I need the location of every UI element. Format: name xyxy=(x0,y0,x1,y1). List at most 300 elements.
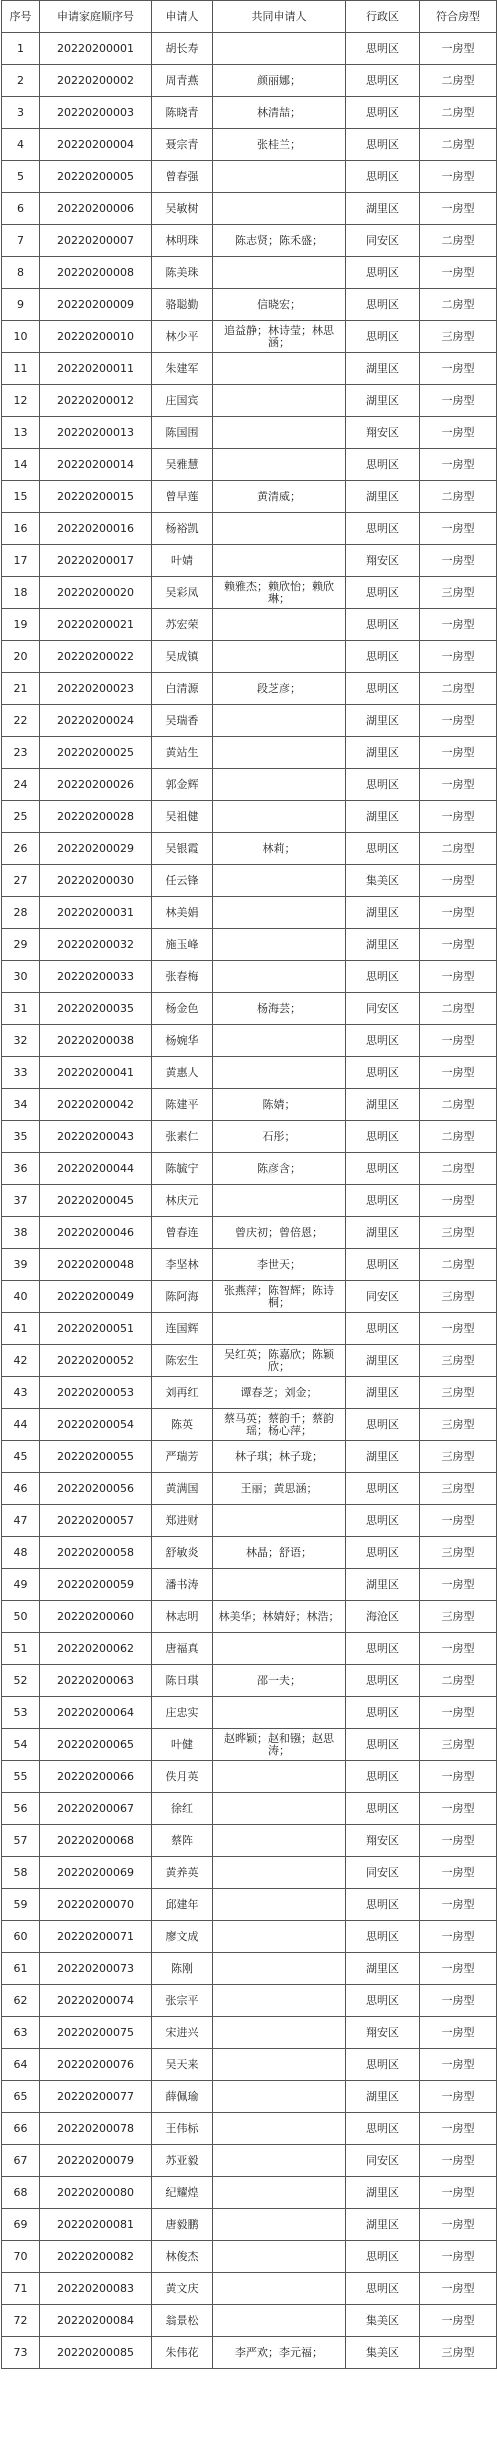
cell-co-applicants xyxy=(213,961,346,993)
cell-co-applicants: 杨海芸； xyxy=(213,993,346,1025)
cell-house-type: 三房型 xyxy=(420,1729,497,1761)
cell-family-order: 20220200069 xyxy=(40,1857,152,1889)
cell-house-type: 二房型 xyxy=(420,1121,497,1153)
cell-family-order: 20220200041 xyxy=(40,1057,152,1089)
cell-family-order: 20220200065 xyxy=(40,1729,152,1761)
cell-seq: 51 xyxy=(2,1633,40,1665)
cell-house-type: 一房型 xyxy=(420,1793,497,1825)
cell-seq: 65 xyxy=(2,2081,40,2113)
cell-applicant: 陈晓青 xyxy=(152,97,213,129)
cell-district: 集美区 xyxy=(346,2305,420,2337)
cell-district: 湖里区 xyxy=(346,1377,420,1409)
cell-family-order: 20220200001 xyxy=(40,33,152,65)
header-co-applicants: 共同申请人 xyxy=(213,1,346,33)
cell-applicant: 黄惠人 xyxy=(152,1057,213,1089)
cell-co-applicants xyxy=(213,1761,346,1793)
cell-house-type: 一房型 xyxy=(420,801,497,833)
cell-family-order: 20220200032 xyxy=(40,929,152,961)
cell-seq: 45 xyxy=(2,1441,40,1473)
cell-seq: 9 xyxy=(2,289,40,321)
cell-applicant: 舒敏炎 xyxy=(152,1537,213,1569)
table-row xyxy=(2,1025,497,1057)
cell-district: 思明区 xyxy=(346,641,420,673)
cell-house-type: 二房型 xyxy=(420,481,497,513)
cell-co-applicants xyxy=(213,257,346,289)
cell-family-order: 20220200002 xyxy=(40,65,152,97)
cell-family-order: 20220200058 xyxy=(40,1537,152,1569)
cell-house-type: 一房型 xyxy=(420,2145,497,2177)
cell-house-type: 一房型 xyxy=(420,2177,497,2209)
cell-co-applicants: 赵晔颖；赵和镪；赵思涛； xyxy=(213,1729,346,1761)
cell-family-order: 20220200014 xyxy=(40,449,152,481)
cell-district: 思明区 xyxy=(346,1633,420,1665)
cell-seq: 72 xyxy=(2,2305,40,2337)
cell-applicant: 宋进兴 xyxy=(152,2017,213,2049)
cell-house-type: 一房型 xyxy=(420,1889,497,1921)
cell-co-applicants: 张桂兰； xyxy=(213,129,346,161)
table-row xyxy=(2,1921,497,1953)
table-row xyxy=(2,993,497,1025)
table-row xyxy=(2,2273,497,2305)
cell-family-order: 20220200009 xyxy=(40,289,152,321)
cell-house-type: 三房型 xyxy=(420,1537,497,1569)
cell-seq: 46 xyxy=(2,1473,40,1505)
cell-seq: 27 xyxy=(2,865,40,897)
cell-seq: 64 xyxy=(2,2049,40,2081)
table-row xyxy=(2,2337,497,2369)
cell-house-type: 一房型 xyxy=(420,929,497,961)
cell-district: 集美区 xyxy=(346,865,420,897)
cell-house-type: 一房型 xyxy=(420,1313,497,1345)
cell-applicant: 陈英 xyxy=(152,1409,213,1441)
cell-house-type: 二房型 xyxy=(420,1665,497,1697)
cell-applicant: 吴成镇 xyxy=(152,641,213,673)
cell-applicant: 郭金辉 xyxy=(152,769,213,801)
cell-house-type: 一房型 xyxy=(420,353,497,385)
cell-family-order: 20220200074 xyxy=(40,1985,152,2017)
cell-applicant: 苏亚毅 xyxy=(152,2145,213,2177)
cell-house-type: 二房型 xyxy=(420,1249,497,1281)
table-row xyxy=(2,1569,497,1601)
cell-co-applicants xyxy=(213,1985,346,2017)
cell-seq: 62 xyxy=(2,1985,40,2017)
table-row xyxy=(2,833,497,865)
table-row xyxy=(2,961,497,993)
table-row xyxy=(2,193,497,225)
cell-district: 湖里区 xyxy=(346,801,420,833)
cell-seq: 50 xyxy=(2,1601,40,1633)
cell-district: 湖里区 xyxy=(346,1089,420,1121)
table-row xyxy=(2,2145,497,2177)
cell-applicant: 任云锋 xyxy=(152,865,213,897)
table-row xyxy=(2,481,497,513)
table-row xyxy=(2,513,497,545)
cell-co-applicants: 李世天； xyxy=(213,1249,346,1281)
table-row xyxy=(2,1793,497,1825)
cell-house-type: 一房型 xyxy=(420,1921,497,1953)
cell-applicant: 曾春强 xyxy=(152,161,213,193)
cell-family-order: 20220200059 xyxy=(40,1569,152,1601)
cell-applicant: 白清源 xyxy=(152,673,213,705)
cell-house-type: 三房型 xyxy=(420,321,497,353)
cell-co-applicants xyxy=(213,2273,346,2305)
table-row xyxy=(2,641,497,673)
cell-family-order: 20220200005 xyxy=(40,161,152,193)
cell-house-type: 二房型 xyxy=(420,97,497,129)
cell-house-type: 二房型 xyxy=(420,225,497,257)
table-row xyxy=(2,1409,497,1441)
table-row xyxy=(2,1729,497,1761)
cell-seq: 58 xyxy=(2,1857,40,1889)
cell-co-applicants: 邵一夫； xyxy=(213,1665,346,1697)
cell-family-order: 20220200048 xyxy=(40,1249,152,1281)
cell-house-type: 一房型 xyxy=(420,513,497,545)
cell-seq: 32 xyxy=(2,1025,40,1057)
cell-family-order: 20220200021 xyxy=(40,609,152,641)
cell-seq: 54 xyxy=(2,1729,40,1761)
table-row xyxy=(2,897,497,929)
cell-applicant: 黄养英 xyxy=(152,1857,213,1889)
cell-seq: 69 xyxy=(2,2209,40,2241)
table-body xyxy=(2,33,497,2369)
cell-district: 湖里区 xyxy=(346,1345,420,1377)
cell-co-applicants: 林清喆； xyxy=(213,97,346,129)
cell-family-order: 20220200071 xyxy=(40,1921,152,1953)
cell-applicant: 林明珠 xyxy=(152,225,213,257)
cell-district: 同安区 xyxy=(346,1857,420,1889)
cell-seq: 1 xyxy=(2,33,40,65)
cell-applicant: 曾早莲 xyxy=(152,481,213,513)
cell-district: 思明区 xyxy=(346,961,420,993)
cell-house-type: 三房型 xyxy=(420,1473,497,1505)
cell-district: 湖里区 xyxy=(346,737,420,769)
cell-applicant: 黄站生 xyxy=(152,737,213,769)
cell-house-type: 一房型 xyxy=(420,1825,497,1857)
cell-applicant: 吴祖健 xyxy=(152,801,213,833)
table-row xyxy=(2,609,497,641)
cell-co-applicants xyxy=(213,1697,346,1729)
cell-house-type: 二房型 xyxy=(420,673,497,705)
cell-district: 思明区 xyxy=(346,2273,420,2305)
cell-district: 翔安区 xyxy=(346,1825,420,1857)
cell-house-type: 一房型 xyxy=(420,1569,497,1601)
table-row xyxy=(2,1985,497,2017)
cell-co-applicants xyxy=(213,513,346,545)
cell-seq: 24 xyxy=(2,769,40,801)
cell-district: 思明区 xyxy=(346,1473,420,1505)
cell-co-applicants xyxy=(213,1505,346,1537)
cell-district: 思明区 xyxy=(346,769,420,801)
cell-district: 思明区 xyxy=(346,161,420,193)
cell-district: 翔安区 xyxy=(346,2017,420,2049)
cell-house-type: 一房型 xyxy=(420,2241,497,2273)
cell-district: 同安区 xyxy=(346,225,420,257)
table-row xyxy=(2,1185,497,1217)
cell-house-type: 二房型 xyxy=(420,993,497,1025)
cell-applicant: 邱建年 xyxy=(152,1889,213,1921)
cell-co-applicants: 林晶；舒语； xyxy=(213,1537,346,1569)
table-row xyxy=(2,1121,497,1153)
cell-family-order: 20220200012 xyxy=(40,385,152,417)
cell-house-type: 一房型 xyxy=(420,1025,497,1057)
cell-house-type: 一房型 xyxy=(420,737,497,769)
cell-family-order: 20220200064 xyxy=(40,1697,152,1729)
table-row xyxy=(2,161,497,193)
cell-applicant: 杨婉华 xyxy=(152,1025,213,1057)
table-row xyxy=(2,1537,497,1569)
cell-house-type: 二房型 xyxy=(420,1089,497,1121)
cell-family-order: 20220200075 xyxy=(40,2017,152,2049)
cell-co-applicants xyxy=(213,769,346,801)
cell-seq: 71 xyxy=(2,2273,40,2305)
cell-applicant: 蔡阵 xyxy=(152,1825,213,1857)
cell-co-applicants xyxy=(213,2177,346,2209)
cell-house-type: 一房型 xyxy=(420,1697,497,1729)
cell-co-applicants xyxy=(213,609,346,641)
table-row xyxy=(2,1665,497,1697)
cell-district: 同安区 xyxy=(346,1281,420,1313)
cell-seq: 6 xyxy=(2,193,40,225)
cell-family-order: 20220200085 xyxy=(40,2337,152,2369)
cell-family-order: 20220200025 xyxy=(40,737,152,769)
cell-seq: 55 xyxy=(2,1761,40,1793)
cell-house-type: 一房型 xyxy=(420,2113,497,2145)
cell-co-applicants xyxy=(213,2209,346,2241)
table-row xyxy=(2,1089,497,1121)
cell-family-order: 20220200067 xyxy=(40,1793,152,1825)
table-row xyxy=(2,2209,497,2241)
cell-family-order: 20220200044 xyxy=(40,1153,152,1185)
cell-seq: 66 xyxy=(2,2113,40,2145)
table-row xyxy=(2,2305,497,2337)
cell-district: 思明区 xyxy=(346,513,420,545)
cell-applicant: 唐福真 xyxy=(152,1633,213,1665)
table-row xyxy=(2,2177,497,2209)
cell-co-applicants: 陈彦含； xyxy=(213,1153,346,1185)
cell-family-order: 20220200070 xyxy=(40,1889,152,1921)
cell-house-type: 一房型 xyxy=(420,2209,497,2241)
cell-family-order: 20220200038 xyxy=(40,1025,152,1057)
cell-family-order: 20220200003 xyxy=(40,97,152,129)
table-row xyxy=(2,97,497,129)
header-district: 行政区 xyxy=(346,1,420,33)
cell-co-applicants xyxy=(213,1025,346,1057)
cell-family-order: 20220200055 xyxy=(40,1441,152,1473)
cell-applicant: 张素仁 xyxy=(152,1121,213,1153)
table-row xyxy=(2,705,497,737)
cell-co-applicants: 段芝彦； xyxy=(213,673,346,705)
cell-district: 湖里区 xyxy=(346,705,420,737)
cell-district: 思明区 xyxy=(346,33,420,65)
cell-house-type: 一房型 xyxy=(420,1633,497,1665)
cell-applicant: 庄忠实 xyxy=(152,1697,213,1729)
cell-family-order: 20220200004 xyxy=(40,129,152,161)
cell-seq: 28 xyxy=(2,897,40,929)
header-row xyxy=(2,1,497,33)
cell-house-type: 三房型 xyxy=(420,2337,497,2369)
cell-family-order: 20220200031 xyxy=(40,897,152,929)
cell-applicant: 陈宏生 xyxy=(152,1345,213,1377)
cell-co-applicants xyxy=(213,417,346,449)
cell-district: 思明区 xyxy=(346,1921,420,1953)
cell-family-order: 20220200057 xyxy=(40,1505,152,1537)
cell-family-order: 20220200082 xyxy=(40,2241,152,2273)
cell-district: 思明区 xyxy=(346,1121,420,1153)
cell-applicant: 陈毓宁 xyxy=(152,1153,213,1185)
cell-co-applicants xyxy=(213,737,346,769)
cell-district: 翔安区 xyxy=(346,417,420,449)
cell-family-order: 20220200079 xyxy=(40,2145,152,2177)
cell-co-applicants xyxy=(213,545,346,577)
cell-applicant: 杨裕凯 xyxy=(152,513,213,545)
cell-applicant: 胡长寿 xyxy=(152,33,213,65)
cell-family-order: 20220200053 xyxy=(40,1377,152,1409)
cell-family-order: 20220200062 xyxy=(40,1633,152,1665)
cell-applicant: 朱伟花 xyxy=(152,2337,213,2369)
cell-house-type: 三房型 xyxy=(420,577,497,609)
cell-house-type: 一房型 xyxy=(420,2305,497,2337)
cell-seq: 20 xyxy=(2,641,40,673)
cell-family-order: 20220200035 xyxy=(40,993,152,1025)
cell-house-type: 一房型 xyxy=(420,2081,497,2113)
cell-seq: 61 xyxy=(2,1953,40,1985)
cell-family-order: 20220200054 xyxy=(40,1409,152,1441)
cell-house-type: 一房型 xyxy=(420,641,497,673)
cell-co-applicants xyxy=(213,1793,346,1825)
cell-district: 思明区 xyxy=(346,609,420,641)
cell-co-applicants: 陈婧； xyxy=(213,1089,346,1121)
cell-seq: 44 xyxy=(2,1409,40,1441)
cell-seq: 30 xyxy=(2,961,40,993)
cell-co-applicants xyxy=(213,2049,346,2081)
cell-house-type: 三房型 xyxy=(420,1601,497,1633)
cell-co-applicants xyxy=(213,1953,346,1985)
cell-seq: 25 xyxy=(2,801,40,833)
table-row xyxy=(2,1345,497,1377)
cell-co-applicants: 信晓宏； xyxy=(213,289,346,321)
cell-co-applicants: 蔡马英；蔡韵千；蔡韵瑶；杨心萍； xyxy=(213,1409,346,1441)
cell-seq: 15 xyxy=(2,481,40,513)
cell-family-order: 20220200081 xyxy=(40,2209,152,2241)
cell-seq: 42 xyxy=(2,1345,40,1377)
cell-seq: 17 xyxy=(2,545,40,577)
cell-district: 湖里区 xyxy=(346,2081,420,2113)
table-row xyxy=(2,65,497,97)
table-row xyxy=(2,1953,497,1985)
cell-family-order: 20220200084 xyxy=(40,2305,152,2337)
cell-applicant: 叶健 xyxy=(152,1729,213,1761)
cell-district: 思明区 xyxy=(346,1889,420,1921)
cell-house-type: 三房型 xyxy=(420,1281,497,1313)
cell-house-type: 一房型 xyxy=(420,1857,497,1889)
cell-applicant: 吴雅慧 xyxy=(152,449,213,481)
cell-house-type: 一房型 xyxy=(420,1953,497,1985)
cell-seq: 23 xyxy=(2,737,40,769)
cell-co-applicants xyxy=(213,2081,346,2113)
cell-family-order: 20220200049 xyxy=(40,1281,152,1313)
cell-applicant: 吴敏树 xyxy=(152,193,213,225)
cell-family-order: 20220200030 xyxy=(40,865,152,897)
cell-co-applicants xyxy=(213,1825,346,1857)
table-row xyxy=(2,1217,497,1249)
cell-district: 思明区 xyxy=(346,1697,420,1729)
cell-co-applicants xyxy=(213,449,346,481)
cell-district: 思明区 xyxy=(346,1505,420,1537)
cell-district: 湖里区 xyxy=(346,1953,420,1985)
cell-seq: 73 xyxy=(2,2337,40,2369)
cell-district: 思明区 xyxy=(346,2241,420,2273)
cell-family-order: 20220200056 xyxy=(40,1473,152,1505)
table-row xyxy=(2,1057,497,1089)
table-row xyxy=(2,1601,497,1633)
table-row xyxy=(2,257,497,289)
cell-district: 湖里区 xyxy=(346,481,420,513)
cell-house-type: 一房型 xyxy=(420,897,497,929)
cell-applicant: 陈建平 xyxy=(152,1089,213,1121)
cell-co-applicants: 赖雅杰；赖欣怡；赖欣琳； xyxy=(213,577,346,609)
cell-house-type: 三房型 xyxy=(420,1409,497,1441)
cell-district: 思明区 xyxy=(346,257,420,289)
table-row xyxy=(2,2049,497,2081)
cell-district: 思明区 xyxy=(346,289,420,321)
cell-family-order: 20220200046 xyxy=(40,1217,152,1249)
cell-house-type: 一房型 xyxy=(420,609,497,641)
table-row xyxy=(2,449,497,481)
cell-district: 思明区 xyxy=(346,577,420,609)
cell-seq: 35 xyxy=(2,1121,40,1153)
cell-district: 思明区 xyxy=(346,1537,420,1569)
cell-seq: 8 xyxy=(2,257,40,289)
cell-seq: 41 xyxy=(2,1313,40,1345)
table-row xyxy=(2,1473,497,1505)
cell-seq: 53 xyxy=(2,1697,40,1729)
cell-family-order: 20220200024 xyxy=(40,705,152,737)
table-row xyxy=(2,545,497,577)
cell-applicant: 林美娟 xyxy=(152,897,213,929)
cell-applicant: 林庆元 xyxy=(152,1185,213,1217)
cell-applicant: 吴彩凤 xyxy=(152,577,213,609)
cell-applicant: 杨金色 xyxy=(152,993,213,1025)
cell-co-applicants: 林子琪；林子珑； xyxy=(213,1441,346,1473)
cell-applicant: 连国辉 xyxy=(152,1313,213,1345)
table-row xyxy=(2,769,497,801)
cell-co-applicants: 林美华；林婧妤；林浩； xyxy=(213,1601,346,1633)
cell-seq: 5 xyxy=(2,161,40,193)
cell-co-applicants xyxy=(213,2017,346,2049)
cell-applicant: 周青燕 xyxy=(152,65,213,97)
cell-applicant: 林俊杰 xyxy=(152,2241,213,2273)
cell-district: 思明区 xyxy=(346,673,420,705)
cell-applicant: 薛佩瑜 xyxy=(152,2081,213,2113)
cell-applicant: 张宗平 xyxy=(152,1985,213,2017)
cell-family-order: 20220200078 xyxy=(40,2113,152,2145)
cell-seq: 67 xyxy=(2,2145,40,2177)
cell-house-type: 一房型 xyxy=(420,1985,497,2017)
cell-seq: 48 xyxy=(2,1537,40,1569)
cell-family-order: 20220200043 xyxy=(40,1121,152,1153)
cell-co-applicants xyxy=(213,641,346,673)
cell-co-applicants xyxy=(213,2241,346,2273)
cell-seq: 4 xyxy=(2,129,40,161)
header-house-type: 符合房型 xyxy=(420,1,497,33)
cell-house-type: 一房型 xyxy=(420,545,497,577)
cell-co-applicants xyxy=(213,1313,346,1345)
cell-district: 思明区 xyxy=(346,1249,420,1281)
cell-family-order: 20220200045 xyxy=(40,1185,152,1217)
cell-co-applicants: 曾庆初；曾倍恩； xyxy=(213,1217,346,1249)
cell-house-type: 二房型 xyxy=(420,1153,497,1185)
table-row xyxy=(2,673,497,705)
